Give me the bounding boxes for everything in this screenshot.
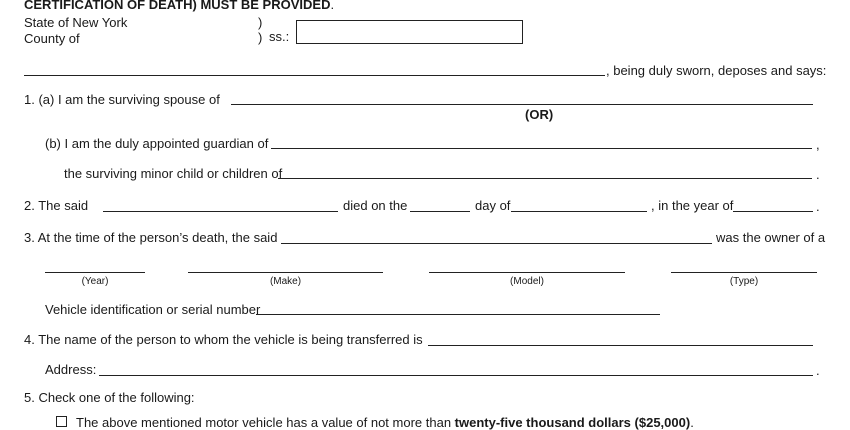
bracket-bottom: ) [258, 30, 263, 45]
vehicle-type-field[interactable] [671, 272, 817, 273]
bracket-top: ) [258, 15, 263, 30]
minor-children-label: the surviving minor child or children of [64, 166, 283, 181]
vin-field[interactable] [256, 314, 660, 315]
certification-note-text: CERTIFICATION OF DEATH) MUST BE PROVIDED [24, 0, 331, 12]
owner-name-field[interactable] [281, 243, 712, 244]
item4-label: 4. The name of the person to whom the vehicle is being transferred is [24, 332, 423, 347]
guardian-of-field[interactable] [271, 148, 812, 149]
deponent-name-field[interactable] [24, 75, 605, 76]
vehicle-year-field[interactable] [45, 272, 145, 273]
or-label: (OR) [525, 107, 554, 122]
item5-label: 5. Check one of the following: [24, 390, 195, 405]
day-of-label: day of [475, 198, 511, 213]
deceased-name-field[interactable] [103, 211, 338, 212]
state-label: State of New York [24, 15, 128, 30]
death-year-field[interactable] [733, 211, 813, 212]
vin-label: Vehicle identification or serial number [45, 302, 261, 317]
item1a-label: 1. (a) I am the surviving spouse of [24, 92, 220, 107]
died-on-label: died on the [343, 198, 408, 213]
value-option-prefix: The above mentioned motor vehicle has a value of not more than [76, 415, 455, 430]
transferee-name-field[interactable] [428, 345, 813, 346]
item3-label: 3. At the time of the person’s death, the said [24, 230, 278, 245]
guardian-comma: , [816, 137, 820, 152]
type-caption: (Type) [729, 276, 759, 287]
value-option-text [76, 415, 694, 430]
certification-note [24, 0, 334, 12]
spouse-of-field[interactable] [231, 104, 813, 105]
value-option-amount: twenty-five thousand dollars ($25,000) [454, 415, 691, 430]
vehicle-make-field[interactable] [188, 272, 383, 273]
item1b-label: (b) I am the duly appointed guardian of [45, 136, 269, 151]
value-option-period: . [690, 415, 694, 430]
address-period: . [816, 363, 820, 378]
address-label: Address: [45, 362, 97, 377]
death-day-field[interactable] [410, 211, 470, 212]
model-caption: (Model) [510, 276, 544, 287]
death-month-field[interactable] [511, 211, 647, 212]
year-caption: (Year) [81, 276, 109, 287]
sworn-statement: , being duly sworn, deposes and says: [606, 63, 827, 78]
ss-label: ss.: [269, 29, 290, 44]
address-field[interactable] [99, 375, 813, 376]
value-checkbox[interactable] [56, 416, 67, 427]
owner-of-label: was the owner of a [716, 230, 826, 245]
make-caption: (Make) [269, 276, 302, 287]
minor-children-period: . [816, 167, 820, 182]
in-year-label: , in the year of [651, 198, 734, 213]
item2-period: . [816, 199, 820, 214]
minor-children-field[interactable] [278, 178, 812, 179]
item2-label: 2. The said [24, 198, 89, 213]
county-input[interactable] [296, 20, 523, 44]
certification-note-period: . [330, 0, 335, 12]
vehicle-model-field[interactable] [429, 272, 625, 273]
county-label: County of [24, 31, 80, 46]
